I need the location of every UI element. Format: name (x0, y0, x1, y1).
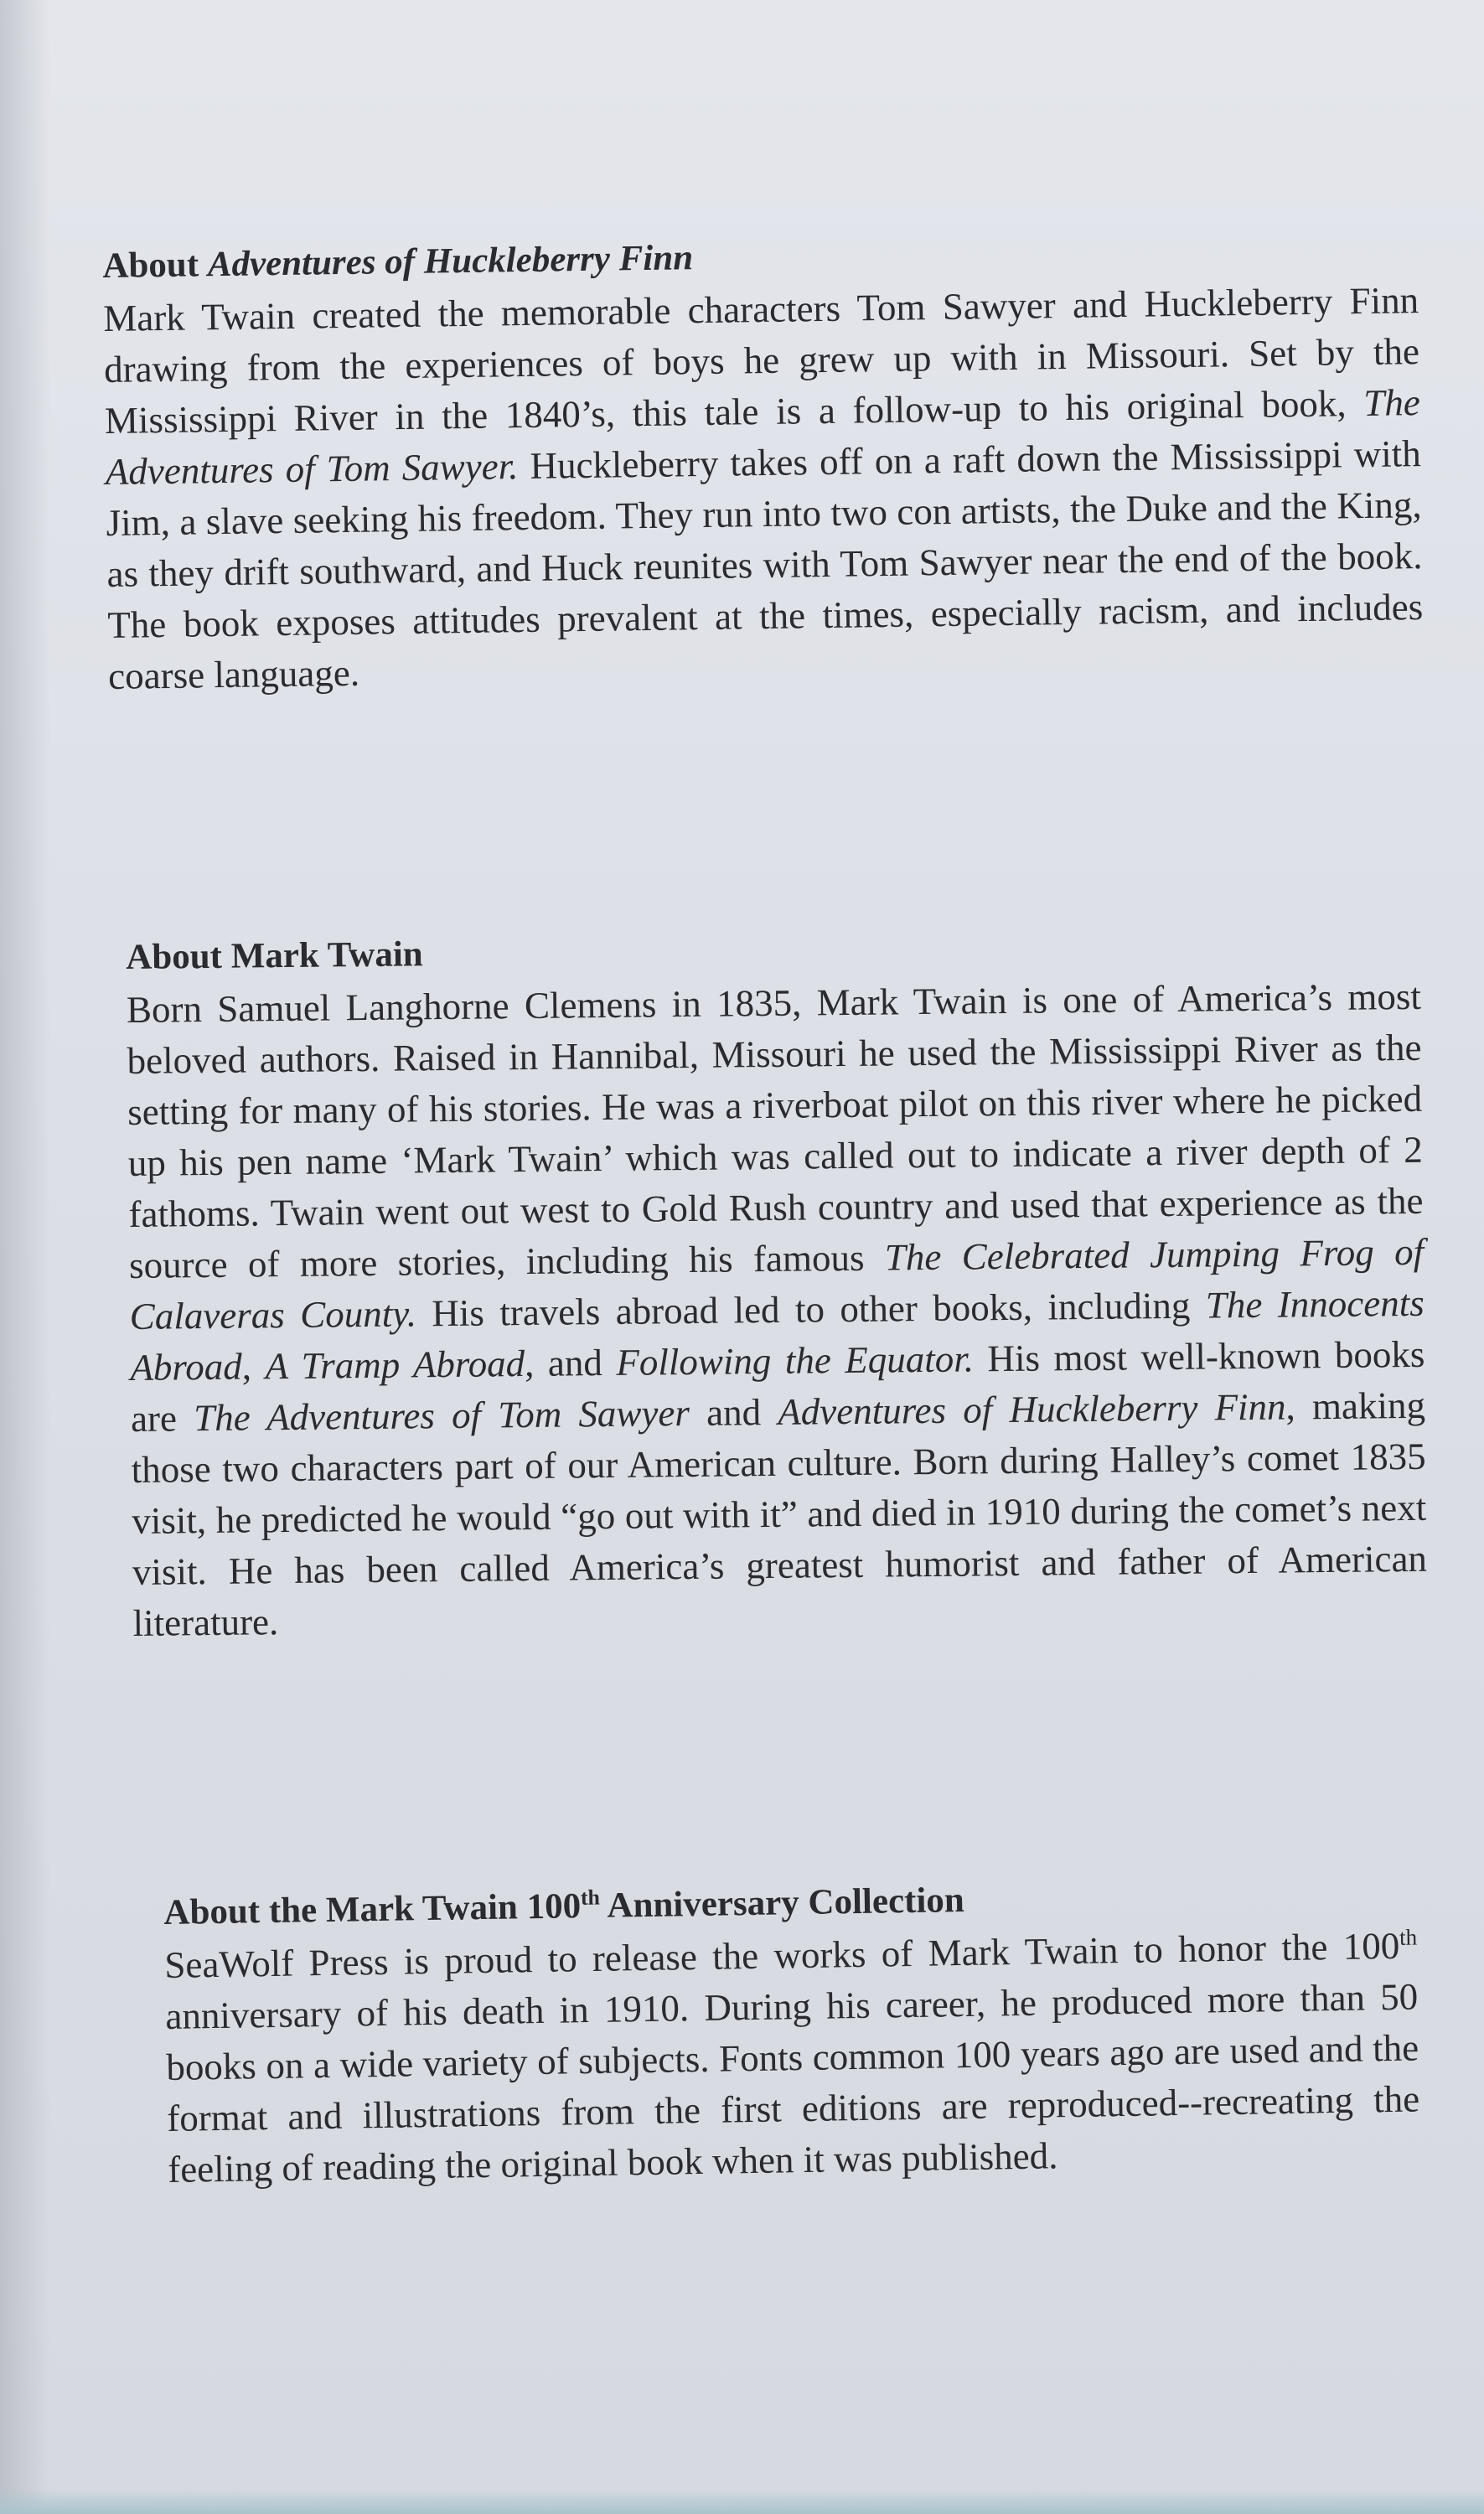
page-edge-shadow (0, 0, 50, 2514)
body-text: SeaWolf Press is proud to release the works of Mark Twain to honor the 100 (164, 1924, 1400, 1986)
book-title: The Adventures of Tom Sawyer (193, 1391, 690, 1440)
book-title: A Tramp Abroad (265, 1342, 525, 1388)
book-title: Adventures of Huckleberry Finn (777, 1385, 1286, 1433)
section-body (127, 971, 1428, 1649)
heading-book-title: Adventures of Huckleberry Finn (207, 238, 694, 285)
section-heading: About Mark Twain (126, 934, 423, 977)
book-title: The Innocents Abroad (130, 1281, 1425, 1389)
section-body (164, 1921, 1421, 2196)
body-text: , making those two characters part of our American culture. Born during Halley’s comet 1835 visit, he predicted he would “go out with it” and died in 1910 during the comet’s next visit. He has been called America’s greatest humorist and father of American literature. (131, 1384, 1428, 1644)
body-text: and (689, 1390, 778, 1434)
body-text: Born Samuel Langhorne Clemens in 1835, Mark Twain is one of America’s most beloved authors. Raised in Hannibal, Missouri he used the Mississippi River as the setting for many of his stories. He was a riverboat pilot on this river where he picked up his pen name ‘Mark Twain’ which was called out to indicate a river depth of 2 fathoms. Twain went out west to Gold Rush country and used that experience as the source of more stories, including his famous (126, 975, 1424, 1286)
body-text: His most well-known books are (130, 1332, 1425, 1440)
body-text: Mark Twain created the memorable characters Tom Sawyer and Huckleberry Finn drawing from the experiences of boys he grew up with in Missouri. Set by the Mississippi River in the 1840’s, this tale is a follow-up to his original book, (102, 279, 1420, 442)
book-title: The Celebrated Jumping Frog of Calaveras County. (129, 1230, 1425, 1337)
heading-text: About the Mark Twain 100 (163, 1886, 582, 1932)
section-body (103, 275, 1425, 702)
heading-prefix: About (102, 245, 209, 286)
page-bottom-edge (0, 2489, 1484, 2514)
body-text: anniversary of his death in 1910. During his career, he produced more than 50 books on a wide variety of subjects. Fonts common 100 years ago are used and the format and illustrations from the first editions are reproduced--recreating the feeling of reading the original book when it was published. (164, 1975, 1420, 2191)
section-about-anniversary-collection (163, 1870, 1421, 2196)
section-about-huckleberry-finn (102, 225, 1424, 702)
body-text: Huckleberry takes off on a raft down the Mississippi with Jim, a slave seeking his freedom. They run into two con artists, the Duke and the King, as they drift southward, and Huck reunites with Tom Sawyer near the end of the book. The book exposes attitudes prevalent at the times, especially racism, and includes coarse language. (106, 432, 1424, 697)
section-about-mark-twain (126, 921, 1428, 1649)
body-text: , (241, 1345, 266, 1388)
book-title: Following the Equator. (616, 1337, 975, 1384)
ordinal-suffix: th (1399, 1924, 1418, 1950)
heading-text: Anniversary Collection (599, 1880, 965, 1926)
book-title: The Adventures of Tom Sawyer. (105, 381, 1421, 493)
body-text: His travels abroad led to other books, including (416, 1284, 1207, 1335)
ordinal-suffix: th (580, 1885, 601, 1910)
body-text: , and (524, 1341, 617, 1385)
